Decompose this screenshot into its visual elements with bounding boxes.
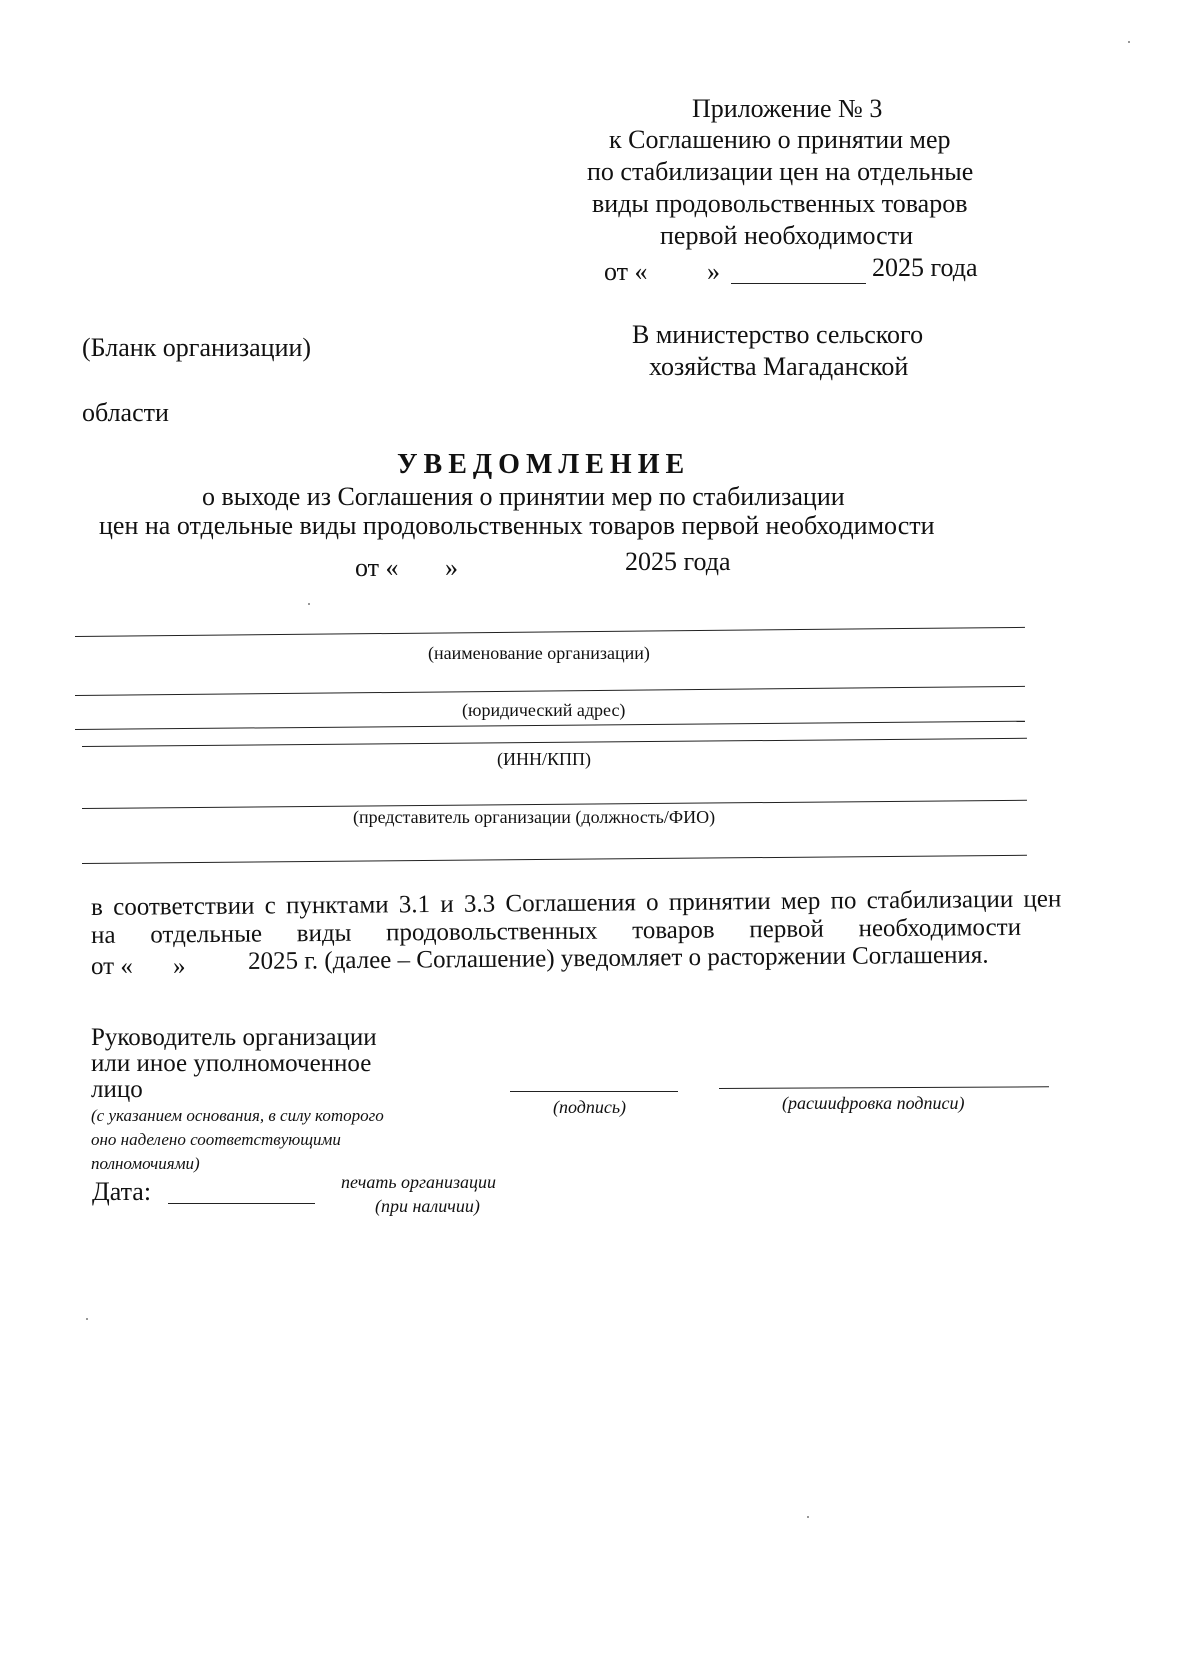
- head-title-line-3: лицо: [91, 1076, 143, 1103]
- inn-kpp-caption: (ИНН/КПП): [497, 749, 591, 769]
- appendix-line-5: первой необходимости: [660, 221, 913, 250]
- org-name-caption: (наименование организации): [428, 643, 650, 663]
- subtitle-date-close-quote: »: [445, 553, 458, 582]
- appendix-date-close-quote: »: [707, 257, 720, 286]
- subtitle-date-year: 2025 года: [625, 547, 731, 576]
- signature-decoding-line: [719, 1086, 1049, 1089]
- scan-speck: [308, 603, 310, 605]
- body-word: товаров: [632, 916, 715, 945]
- head-title-line-2: или иное уполномоченное: [91, 1050, 372, 1077]
- signature-line: [510, 1091, 678, 1092]
- body-line-3: 2025 г. (далее – Соглашение) уведомляет о расторжении Соглашения.: [248, 941, 989, 975]
- date-label: Дата:: [92, 1177, 152, 1206]
- scan-speck: [807, 1516, 809, 1518]
- body-word: продовольственных: [385, 917, 598, 947]
- body-line-1: в соответствии с пунктами 3.1 и 3.3 Соглашения о принятии мер по стабилизации цен: [91, 885, 1062, 921]
- seal-line-2: (при наличии): [375, 1196, 480, 1216]
- authority-note-line-3: полномочиями): [91, 1154, 200, 1173]
- subtitle-line-2: цен на отдельные виды продовольственных товаров первой необходимости: [99, 511, 935, 540]
- body-word: необходимости: [858, 913, 1022, 943]
- signature-decoding-caption: (расшифровка подписи): [782, 1093, 965, 1113]
- appendix-date-year: 2025 года: [872, 253, 978, 282]
- legal-address-caption: (юридический адрес): [462, 700, 626, 720]
- signature-caption: (подпись): [553, 1097, 627, 1117]
- addressee-line-3: области: [82, 398, 169, 427]
- body-word: виды: [296, 919, 352, 948]
- subtitle-date-prefix: от «: [355, 553, 399, 582]
- body-word: отдельные: [150, 920, 263, 949]
- scan-speck: [86, 1318, 88, 1320]
- org-name-line: [75, 627, 1025, 637]
- authority-note-line-2: оно наделено соответствующими: [91, 1130, 341, 1149]
- extra-blank-line: [82, 855, 1027, 864]
- body-word: первой: [749, 915, 824, 944]
- appendix-date-prefix: от «: [604, 257, 648, 286]
- head-title-line-1: Руководитель организации: [91, 1024, 377, 1051]
- body-date-prefix: от «: [91, 953, 133, 980]
- appendix-date-blank-line: [731, 283, 866, 284]
- authority-note-line-1: (с указанием основания, в силу которого: [91, 1106, 384, 1125]
- date-blank-line: [168, 1203, 315, 1204]
- addressee-line-1: В министерство сельского: [632, 320, 924, 349]
- document-title: УВЕДОМЛЕНИЕ: [397, 449, 691, 480]
- scan-speck: [1128, 41, 1130, 43]
- addressee-line-2: хозяйства Магаданской: [649, 352, 909, 381]
- body-word: на: [91, 921, 116, 949]
- legal-address-underline: [75, 721, 1025, 730]
- inn-kpp-line: [82, 738, 1027, 747]
- body-date-close-quote: »: [173, 953, 186, 980]
- appendix-line-3: по стабилизации цен на отдельные: [587, 157, 974, 186]
- subtitle-line-1: о выходе из Соглашения о принятии мер по стабилизации: [202, 482, 845, 511]
- legal-address-line: [75, 686, 1025, 696]
- representative-caption: (представитель организации (должность/ФИО): [353, 807, 716, 827]
- seal-line-1: печать организации: [341, 1172, 497, 1192]
- appendix-number: Приложение № 3: [692, 94, 883, 123]
- appendix-line-2: к Соглашению о принятии мер: [609, 125, 951, 154]
- letterhead-placeholder: (Бланк организации): [82, 333, 312, 362]
- appendix-line-4: виды продовольственных товаров: [592, 189, 968, 218]
